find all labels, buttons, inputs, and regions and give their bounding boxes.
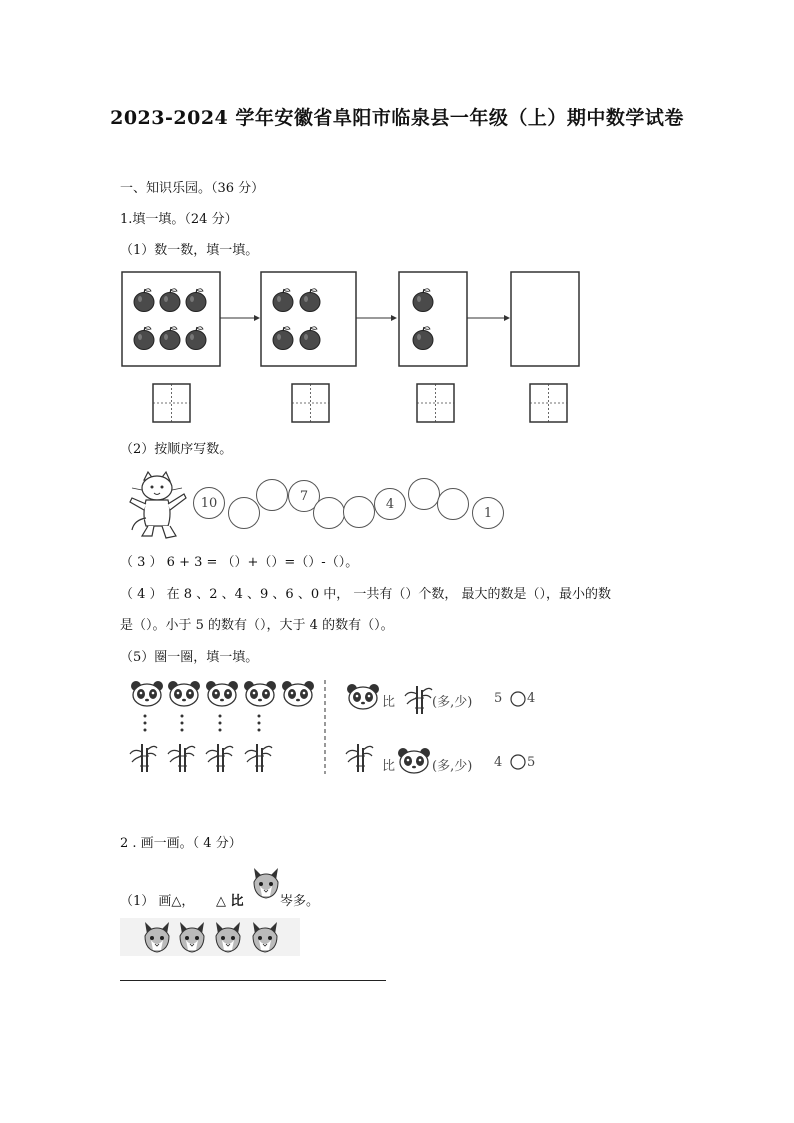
panda-icon bbox=[398, 748, 430, 773]
squirrel-icon bbox=[254, 868, 278, 898]
number-circle[interactable] bbox=[437, 488, 469, 520]
bamboo-icon bbox=[168, 744, 195, 772]
compare-circle bbox=[511, 755, 525, 769]
panda-icon bbox=[244, 681, 276, 706]
cat-icon bbox=[128, 470, 190, 542]
question-1-heading: 1.填一填。（24 分） bbox=[120, 212, 238, 227]
panda-icon bbox=[168, 681, 200, 706]
squirrel-figure bbox=[120, 862, 302, 960]
panda-bamboo-figure bbox=[122, 676, 542, 780]
number-circle[interactable] bbox=[343, 496, 375, 528]
compare-2-choice: (多,少) bbox=[432, 759, 473, 774]
number-circle: 7 bbox=[288, 480, 320, 512]
panda-icon bbox=[282, 681, 314, 706]
compare-1-left: 5 bbox=[494, 691, 503, 706]
question-1-part-1-label: （1）数一数，填一填。 bbox=[120, 243, 259, 258]
question-2-heading: 2 . 画一画。（ 4 分） bbox=[120, 836, 242, 851]
question-1-part-5-label: （5）圈一圈，填一填。 bbox=[120, 650, 259, 665]
compare-2-right: 5 bbox=[527, 755, 536, 770]
section-heading: 一、知识乐园。（36 分） bbox=[120, 181, 265, 196]
number-circle: 10 bbox=[193, 487, 225, 519]
apple-box-0 bbox=[511, 272, 579, 366]
apple-box-2 bbox=[399, 272, 467, 366]
apple-box-6 bbox=[122, 272, 220, 366]
compare-1-bi: 比 bbox=[382, 695, 396, 710]
page-title: 2023-2024 学年安徽省阜阳市临泉县一年级（上）期中数学试卷 bbox=[110, 107, 684, 129]
bamboo-icon bbox=[206, 744, 233, 772]
bamboo-icon bbox=[405, 686, 432, 714]
compare-2-left: 4 bbox=[494, 755, 503, 770]
compare-1-choice: (多,少) bbox=[432, 695, 473, 710]
number-circle[interactable] bbox=[408, 478, 440, 510]
compare-circle bbox=[511, 692, 525, 706]
question-2-part-1-mid: △ 比 bbox=[216, 894, 244, 909]
panda-icon bbox=[347, 684, 379, 709]
apple-box-4 bbox=[261, 272, 356, 366]
question-2-part-1-prefix: （1） 画△， bbox=[120, 894, 195, 909]
question-1-part-4-line-2: 是（）。小于 5 的数有（），大于 4 的数有（）。 bbox=[120, 618, 394, 633]
question-1-part-4-line-1: （ 4 ） 在 8 、2 、4 、9 、6 、0 中， 一共有（）个数， 最大的数是（），最小的数 bbox=[120, 587, 611, 602]
panda-icon bbox=[131, 681, 163, 706]
bamboo-icon bbox=[346, 744, 373, 772]
answer-line[interactable] bbox=[120, 980, 386, 981]
compare-2-bi: 比 bbox=[382, 759, 396, 774]
question-2-part-1-suffix: 岑多。 bbox=[280, 894, 320, 909]
question-1-part-2-label: （2）按顺序写数。 bbox=[120, 442, 233, 457]
number-circle[interactable] bbox=[228, 497, 260, 529]
bamboo-icon bbox=[245, 744, 272, 772]
bamboo-icon bbox=[130, 744, 157, 772]
number-circle: 4 bbox=[374, 488, 406, 520]
panda-icon bbox=[206, 681, 238, 706]
number-circle[interactable] bbox=[256, 479, 288, 511]
compare-1-right: 4 bbox=[527, 691, 536, 706]
apple-sequence bbox=[118, 268, 588, 370]
number-circle: 1 bbox=[472, 497, 504, 529]
question-1-part-3: （ 3 ） 6 + 3 = （）+（）=（）-（）。 bbox=[120, 555, 359, 570]
number-circle[interactable] bbox=[313, 497, 345, 529]
digit-boxes bbox=[150, 382, 575, 426]
